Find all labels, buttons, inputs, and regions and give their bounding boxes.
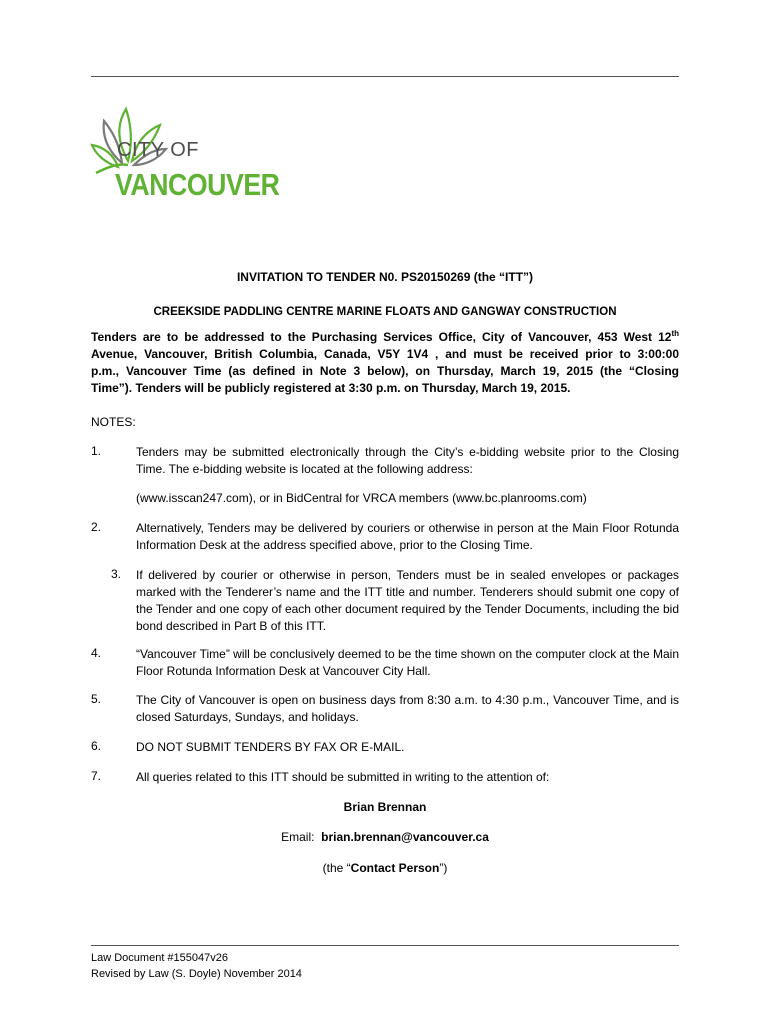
- footer: [91, 950, 302, 982]
- note-text: Tenders may be submitted electronically through the City’s e-bidding website prior to the Closing Time. The e-bidding website is located at the following address:: [136, 445, 679, 476]
- intro-line-4: Time”). Tenders will be publicly registered at 3:30 p.m. on Thursday, March 19, 2015.: [91, 381, 571, 395]
- document-title: INVITATION TO TENDER N0. PS20150269 (the “ITT”): [236, 270, 534, 284]
- contact-role: Contact Person: [350, 861, 440, 875]
- email-label: Email:: [281, 830, 315, 844]
- logo-vancouver-text: VANCOUVER: [115, 167, 280, 202]
- project-subtitle: CREEKSIDE PADDLING CENTRE MARINE FLOATS AND GANGWAY CONSTRUCTION: [153, 306, 617, 318]
- note-text: “Vancouver Time” will be conclusively deemed to be the time shown on the computer clock at the Main Floor Rotunda Information Desk at Vancouver City Hall.: [136, 647, 679, 678]
- note-number: 7.: [91, 769, 102, 783]
- intro-line-2: Avenue, Vancouver, British Columbia, Canada, V5Y 1V4 , and must be received prior to 3:00:00: [91, 347, 679, 361]
- note-number: 1.: [91, 444, 102, 458]
- contact-email-link[interactable]: brian.brennan@vancouver.ca: [321, 830, 489, 844]
- intro-paragraph: [91, 329, 679, 397]
- note-number: 6.: [91, 739, 102, 753]
- contact-email-line: [91, 830, 679, 844]
- note-text: If delivered by courier or otherwise in person, Tenders must be in sealed envelopes or packages marked with the Tenderer’s name and the ITT title and number. Tenderers should submit one copy of the Tender and one copy of each other document required by the Tender Documents, including the bid bond described in Part B of this ITT.: [136, 568, 679, 633]
- intro-line-3: p.m., Vancouver Time (as defined in Note 3 below), on Thursday, March 19, 2015 (the “Closing: [91, 364, 679, 378]
- logo-city-of-text: CITY OF: [117, 139, 200, 161]
- note-number: 2.: [91, 520, 102, 534]
- note-text: DO NOT SUBMIT TENDERS BY FAX OR E-MAIL.: [136, 740, 405, 754]
- role-suffix: ”): [439, 861, 448, 875]
- note-number: 4.: [91, 646, 102, 660]
- note-1-urls: (www.isscan247.com), or in BidCentral for VRCA members (www.bc.planrooms.com): [136, 491, 587, 505]
- note-number: 3.: [111, 567, 122, 581]
- note-number: 5.: [91, 692, 102, 706]
- footer-document-number: Law Document #155047v26: [91, 952, 228, 964]
- intro-superscript: th: [671, 329, 679, 338]
- role-prefix: (the “: [322, 861, 351, 875]
- footer-revision: Revised by Law (S. Doyle) November 2014: [91, 968, 302, 980]
- intro-line-1: Tenders are to be addressed to the Purchasing Services Office, City of Vancouver, 453 West 12: [91, 330, 672, 344]
- note-text: All queries related to this ITT should be submitted in writing to the attention of:: [136, 770, 550, 784]
- notes-heading: NOTES:: [91, 415, 136, 429]
- note-text: The City of Vancouver is open on business days from 8:30 a.m. to 4:30 p.m., Vancouver Time, and is closed Saturdays, Sundays, and holidays.: [136, 693, 679, 724]
- note-text: Alternatively, Tenders may be delivered by couriers or otherwise in person at the Main Floor Rotunda Information Desk at the address specified above, prior to the Closing Time.: [136, 521, 679, 552]
- top-rule: [91, 76, 679, 77]
- footer-rule: [91, 945, 679, 946]
- contact-name: Brian Brennan: [343, 800, 427, 814]
- contact-role-line: [91, 861, 679, 875]
